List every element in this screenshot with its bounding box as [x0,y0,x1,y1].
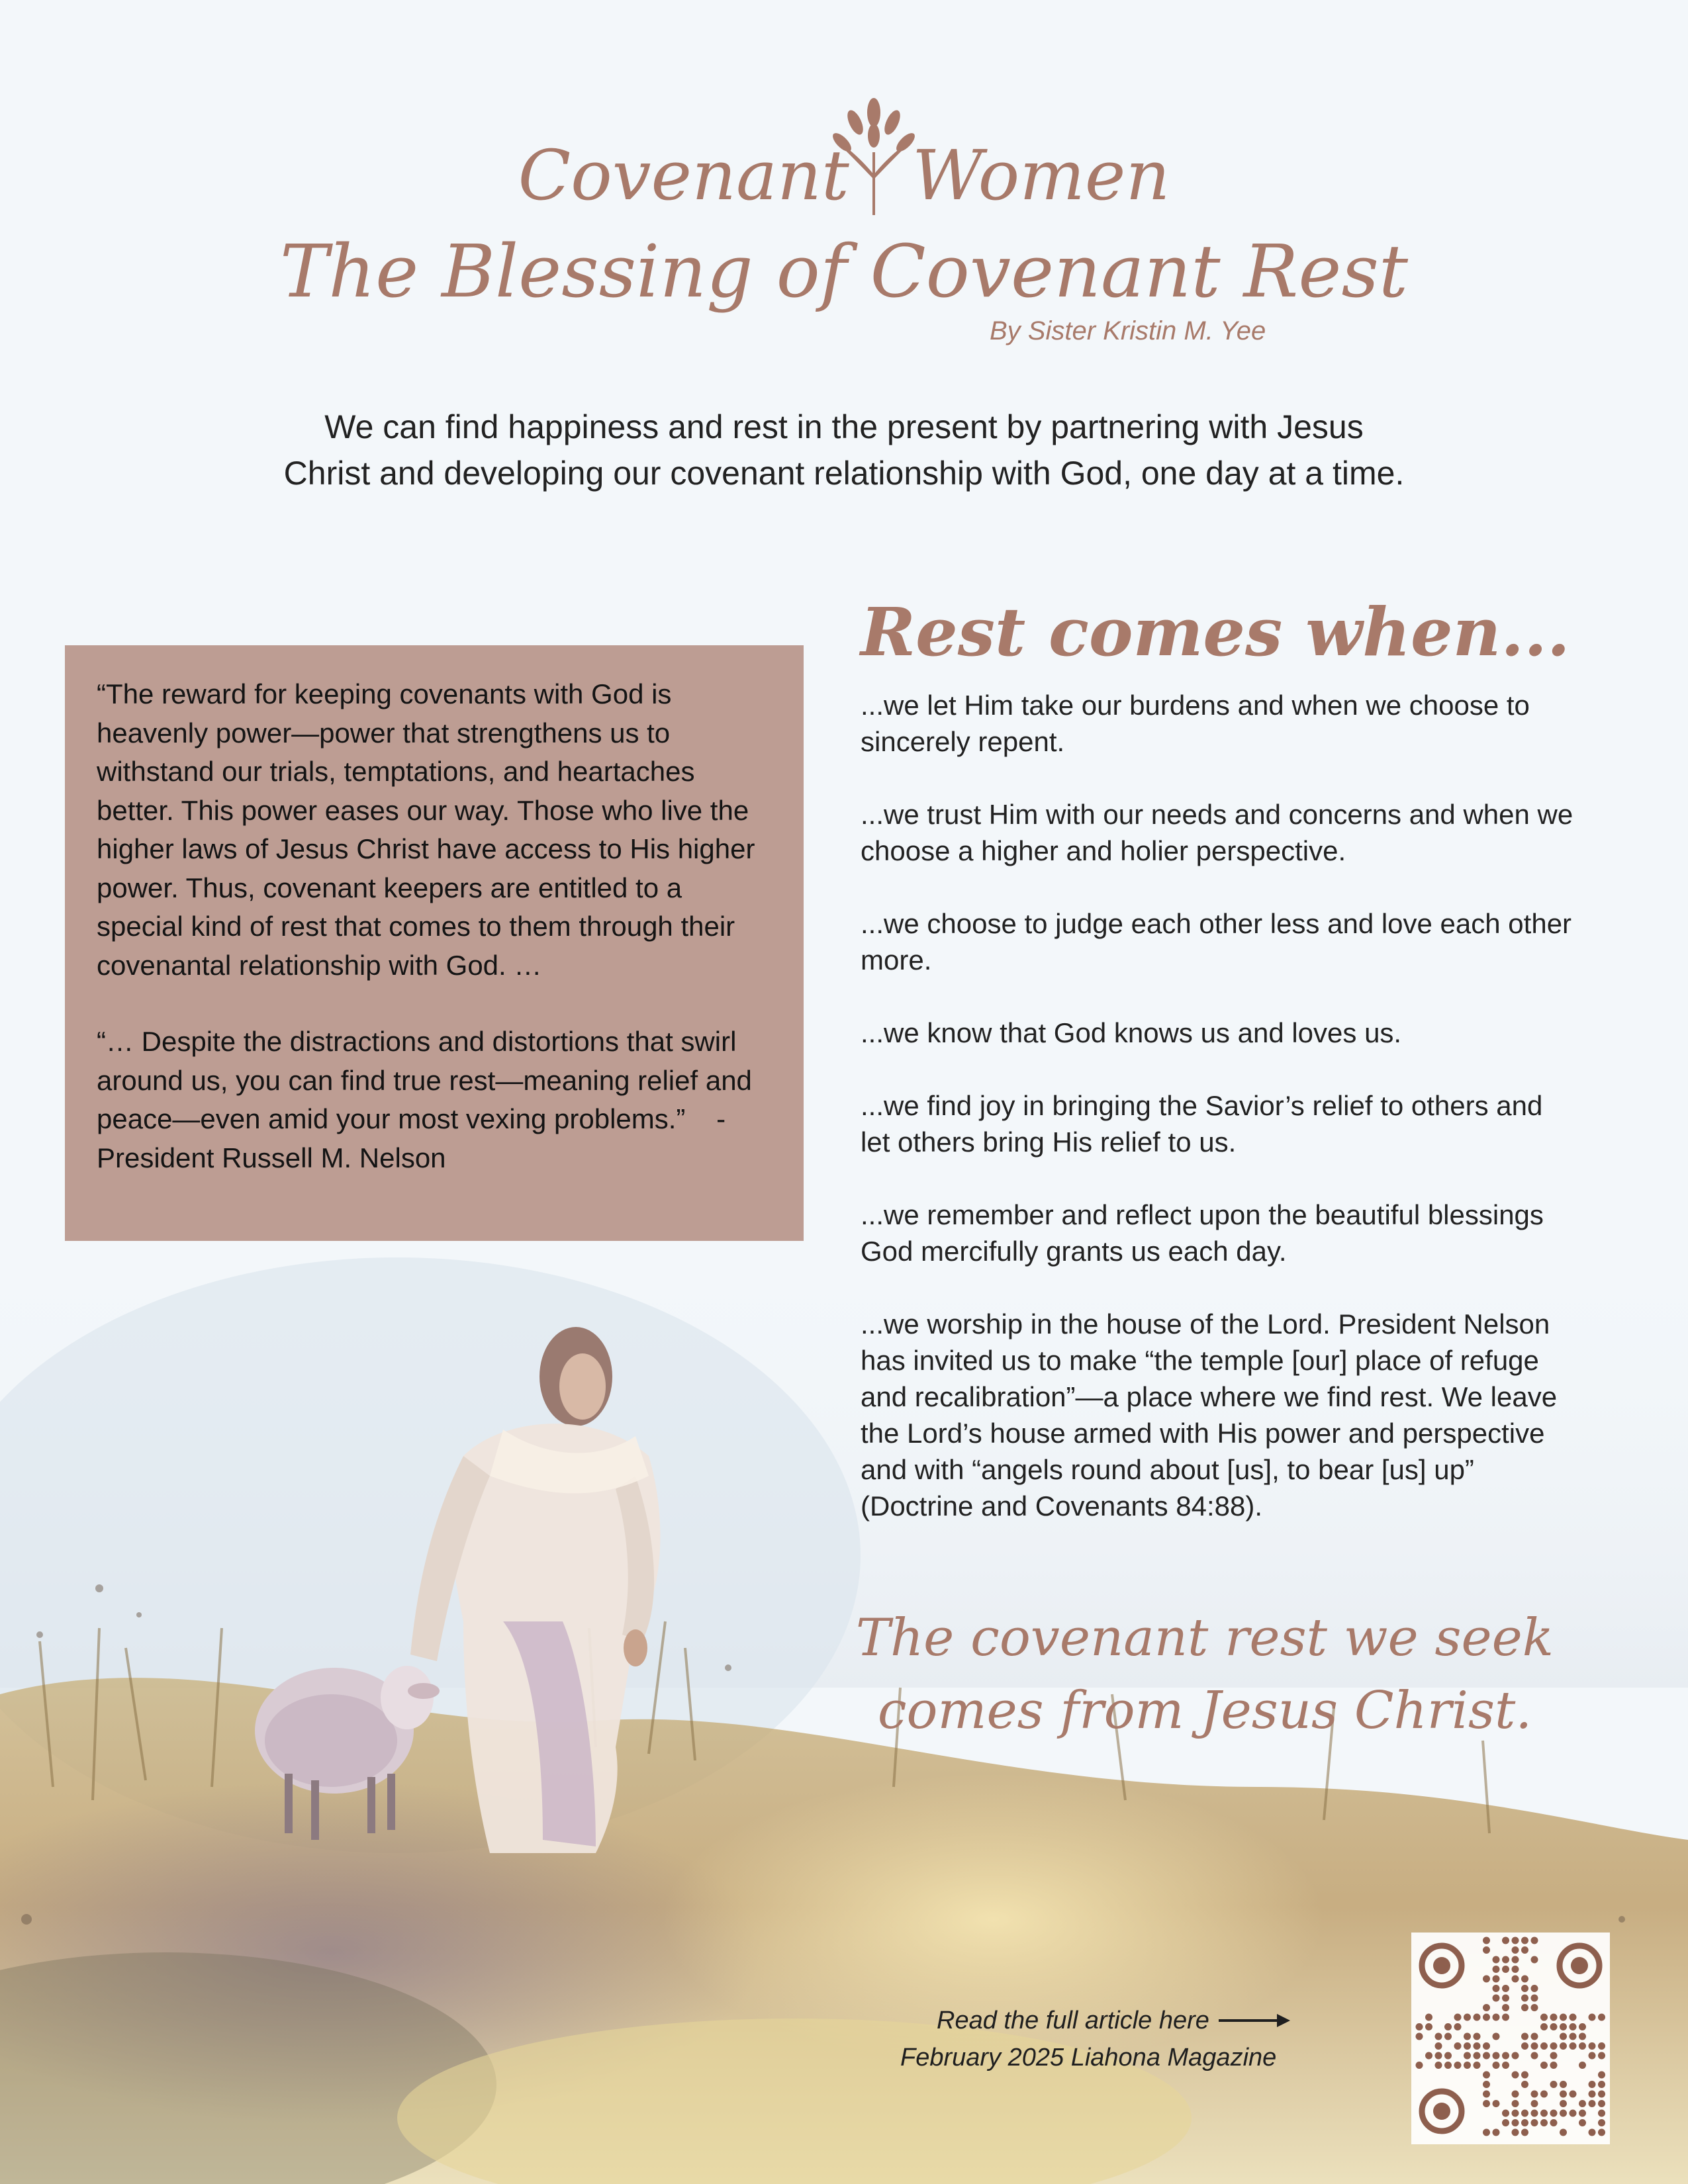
qr-dot [1550,2081,1558,2088]
qr-dot [1502,1995,1509,2002]
qr-dot [1531,2004,1538,2011]
qr-dot [1512,1956,1519,1964]
qr-dot [1560,2129,1567,2136]
qr-dot [1521,1937,1528,1944]
qr-dot [1560,2091,1567,2098]
qr-dot [1540,2119,1548,2126]
qr-dot [1521,2071,1528,2079]
qr-dot [1521,2110,1528,2117]
qr-dot [1560,2081,1567,2088]
rest-item: ...we find joy in bringing the Savior’s relief to others and let others bring His relief to us. [861,1090,1543,1158]
qr-dot [1598,2091,1605,2098]
qr-dot [1589,2014,1596,2021]
qr-dot [1416,2023,1423,2030]
qr-dot [1531,2033,1538,2040]
rest-item: ...we know that God knows us and loves us. [861,1017,1402,1048]
qr-dot [1474,2042,1481,2050]
qr-dot [1493,1995,1500,2002]
quote-paragraph-2 [97,1023,772,1177]
qr-dot [1512,2052,1519,2060]
page-title: The Blessing of Covenant Rest [279,229,1409,314]
cta-line-1: Read the full article here [937,2007,1209,2034]
intro-text [218,404,1470,496]
quote-paragraph-2-text: “… Despite the distractions and distortions that swirl around us, you can find true rest—meaning relief and peace—even amid your most vexing problems.” [97,1026,752,1134]
qr-dot [1521,1946,1528,1954]
qr-dot [1483,2081,1490,2088]
qr-dot [1531,2042,1538,2050]
qr-dot [1598,2071,1605,2079]
qr-dot [1425,2052,1432,2060]
qr-dot [1444,2062,1452,2069]
qr-dot [1483,1937,1490,1944]
qr-dot [1493,2052,1500,2060]
qr-dot [1570,2091,1577,2098]
qr-dot [1521,2042,1528,2050]
qr-dot [1454,2023,1462,2030]
qr-dot [1464,2033,1471,2040]
intro-line-1: We can find happiness and rest in the present by partnering with Jesus [324,408,1364,445]
qr-dot [1531,2119,1538,2126]
qr-dot [1435,2042,1442,2050]
intro-line-2: Christ and developing our covenant relationship with God, one day at a time. [283,455,1405,492]
qr-dot [1435,2033,1442,2040]
qr-dot [1493,1956,1500,1964]
qr-dot [1502,1985,1509,1992]
qr-dot [1444,2033,1452,2040]
quote-paragraph-1: “The reward for keeping covenants with God is heavenly power—power that strengthens us to withstand our trials, temptations, and heartaches better. This power eases our way. Those who live the higher laws of Jesus Christ have access to His higher power. Thus, covenant keepers are entitled to a special kind of rest that comes to them through their covenantal relationship with God. … [97,678,755,981]
qr-dot [1521,2033,1528,2040]
qr-dot [1493,1976,1500,1983]
qr-dot [1425,2014,1432,2021]
qr-dot [1521,2129,1528,2136]
qr-dot [1521,2004,1528,2011]
qr-dot [1502,1956,1509,1964]
rest-item: ...we worship in the house of the Lord. President Nelson has invited us to make “the temple [our] place of refuge and recalibration”—a place where we find rest. We leave the Lord’s house armed with His power and perspective and with “angels round about [us], to bear [us] up” (Doctrine and Covenants 84:88). [861,1308,1558,1522]
qr-dot [1570,2014,1577,2021]
rest-comes-when-section [861,589,1575,1561]
qr-dot [1598,2129,1605,2136]
qr-dot [1579,2023,1586,2030]
qr-dot [1512,2100,1519,2107]
qr-dot [1493,2014,1500,2021]
qr-dot [1493,1985,1500,1992]
qr-dot [1579,2119,1586,2126]
qr-dot [1589,2042,1596,2050]
qr-dot [1550,2052,1558,2060]
qr-dot [1425,2023,1432,2030]
rest-heading: Rest comes when... [861,593,1570,671]
qr-dot [1493,2129,1500,2136]
qr-dot [1493,2062,1500,2069]
qr-dot [1502,2110,1509,2117]
qr-dot [1579,2042,1586,2050]
qr-dot [1531,1937,1538,1944]
qr-dot [1454,2014,1462,2021]
qr-dot [1512,2071,1519,2079]
qr-dot [1540,2042,1548,2050]
qr-dot [1560,2110,1567,2117]
qr-dot [1521,2119,1528,2126]
qr-dot [1512,1976,1519,1983]
qr-dot [1521,2081,1528,2088]
read-article-callout [900,2002,1430,2076]
rest-item: ...we remember and reflect upon the beautiful blessings God mercifully grants us each day. [861,1199,1544,1267]
qr-dot [1464,2062,1471,2069]
arrow-right-icon [1219,2013,1291,2028]
qr-dot [1464,2014,1471,2021]
qr-dot [1483,2052,1490,2060]
qr-dot [1512,2091,1519,2098]
qr-dot [1502,1937,1509,1944]
brand-logo-text [0,132,1688,218]
qr-dot [1502,2052,1509,2060]
rest-item: ...we let Him take our burdens and when we choose to sincerely repent. [861,690,1530,757]
qr-dot [1512,1937,1519,1944]
qr-dot [1531,2100,1538,2107]
qr-dot [1502,2062,1509,2069]
qr-dot [1483,2129,1490,2136]
qr-dot [1598,2014,1605,2021]
rest-item: ...we trust Him with our needs and concerns and when we choose a higher and holier perspective. [861,799,1573,866]
closing-statement [844,1602,1566,1747]
qr-dot [1540,2014,1548,2021]
qr-dot [1512,1946,1519,1954]
qr-dot [1560,2042,1567,2050]
qr-dot [1464,2042,1471,2050]
qr-dot [1444,2023,1452,2030]
qr-dot [1589,2100,1596,2107]
qr-dot [1550,2062,1558,2069]
qr-dot [1598,2100,1605,2107]
qr-dot [1474,2033,1481,2040]
qr-dot [1416,2033,1423,2040]
qr-dot [1464,2052,1471,2060]
qr-dot [1531,2110,1538,2117]
qr-dot [1454,2062,1462,2069]
qr-dot [1531,1985,1538,1992]
qr-dot [1579,2033,1586,2040]
cta-line-1-row [900,2002,1430,2039]
qr-dot [1540,2110,1548,2117]
qr-dot [1483,2100,1490,2107]
qr-dot [1502,2014,1509,2021]
qr-dot [1483,1946,1490,1954]
qr-dot [1598,2042,1605,2050]
qr-dot [1589,2091,1596,2098]
qr-dot [1550,2110,1558,2117]
qr-dot [1531,2091,1538,2098]
qr-dot [1540,2091,1548,2098]
qr-dot [1521,1995,1528,2002]
qr-dot [1521,1976,1528,1983]
qr-dot [1531,1956,1538,1964]
qr-dot [1502,2119,1509,2126]
brand-left-word: Covenant [518,135,849,216]
qr-dot [1570,2023,1577,2030]
qr-dot [1579,2062,1586,2069]
qr-dot [1531,1995,1538,2002]
qr-dot [1560,2033,1567,2040]
qr-dot [1560,2100,1567,2107]
qr-dot [1512,2129,1519,2136]
byline: By Sister Kristin M. Yee [990,316,1266,345]
qr-dot [1435,2052,1442,2060]
qr-dot [1540,2062,1548,2069]
qr-dot [1589,2129,1596,2136]
closing-line-2: comes from Jesus Christ. [877,1681,1532,1741]
qr-dot [1579,2110,1586,2117]
qr-dot [1444,2052,1452,2060]
qr-dot [1560,2023,1567,2030]
qr-dot [1493,2100,1500,2107]
qr-dot [1512,2119,1519,2126]
qr-dot [1502,2004,1509,2011]
qr-dot [1598,2081,1605,2088]
qr-dot [1483,2004,1490,2011]
quote-attribution: -President Russell M. Nelson [97,1103,726,1173]
qr-dot [1474,2052,1481,2060]
qr-dot [1512,2110,1519,2117]
closing-line-1: The covenant rest we seek [855,1608,1554,1668]
qr-dot [1570,2033,1577,2040]
qr-dot [1598,2052,1605,2060]
qr-dot [1483,2091,1490,2098]
qr-dot [1454,2042,1462,2050]
qr-dot [1550,2119,1558,2126]
qr-dot [1570,2110,1577,2117]
qr-dot [1416,2062,1423,2069]
qr-dot [1598,2119,1605,2126]
qr-dot [1483,2071,1490,2079]
qr-dot [1570,2042,1577,2050]
rest-item: ...we choose to judge each other less and love each other more. [861,908,1572,976]
qr-dot [1483,2042,1490,2050]
qr-dot [1598,2110,1605,2117]
qr-dot [1474,2014,1481,2021]
qr-dot [1483,1976,1490,1983]
qr-dot [1560,2014,1567,2021]
qr-code[interactable] [1411,1933,1610,2144]
qr-dot [1589,2081,1596,2088]
qr-dot [1512,1966,1519,1973]
qr-dot [1531,2052,1538,2060]
qr-dot [1474,2062,1481,2069]
qr-dot [1550,2042,1558,2050]
qr-dot [1589,2052,1596,2060]
qr-dot [1493,1966,1500,1973]
qr-dot [1493,2033,1500,2040]
qr-dot [1540,2023,1548,2030]
qr-dot [1483,2014,1490,2021]
cta-line-2: February 2025 Liahona Magazine [900,2044,1277,2071]
qr-dot [1550,2023,1558,2030]
qr-dot [1502,1966,1509,1973]
quote-box [65,645,804,1241]
qr-dot [1435,2062,1442,2069]
qr-dot [1521,1985,1528,1992]
brand-right-word: Women [912,135,1170,216]
qr-dot [1579,2100,1586,2107]
qr-dot [1550,2014,1558,2021]
